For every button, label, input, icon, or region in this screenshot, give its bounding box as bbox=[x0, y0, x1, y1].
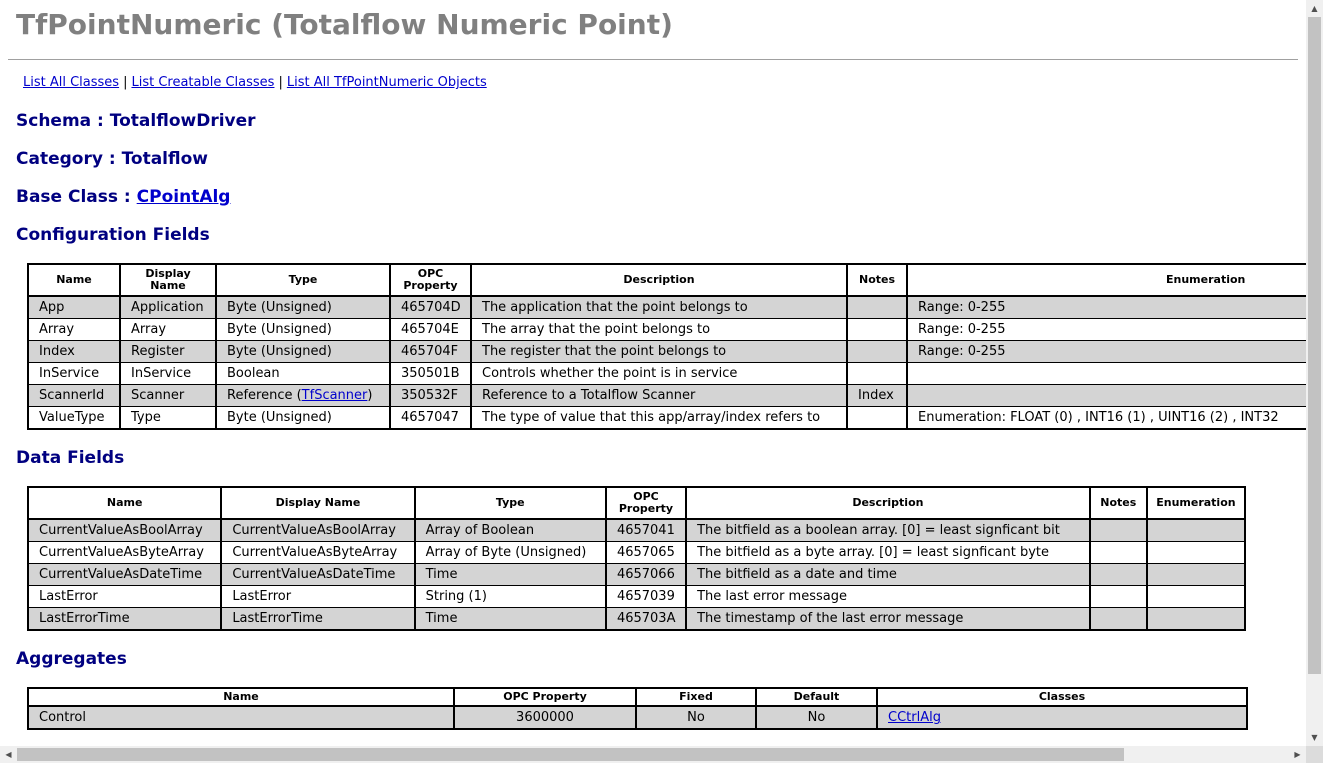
col-header-enumeration: Enumeration bbox=[907, 264, 1306, 296]
cell-opc-property: 465704E bbox=[390, 319, 471, 341]
col-header-notes: Notes bbox=[1090, 487, 1147, 519]
list-creatable-classes-link[interactable]: List Creatable Classes bbox=[131, 75, 275, 90]
cell-description: The bitfield as a byte array. [0] = least signficant byte bbox=[686, 542, 1090, 564]
cell-opc-property: 465704F bbox=[390, 341, 471, 363]
cell-display-name: Application bbox=[120, 296, 216, 319]
cell-display-name: Scanner bbox=[120, 385, 216, 407]
col-header-fixed: Fixed bbox=[636, 688, 756, 706]
scroll-left-arrow-icon[interactable]: ◀ bbox=[5, 750, 12, 759]
cell-type: Byte (Unsigned) bbox=[216, 319, 390, 341]
col-header-description: Description bbox=[471, 264, 847, 296]
cell-type: Time bbox=[415, 608, 606, 631]
cell-enumeration bbox=[1147, 586, 1245, 608]
cell-description: The timestamp of the last error message bbox=[686, 608, 1090, 631]
cell-enumeration bbox=[1147, 542, 1245, 564]
table-row bbox=[28, 363, 1306, 385]
cell-enumeration: Range: 0-255 bbox=[907, 319, 1306, 341]
col-header-type: Type bbox=[415, 487, 606, 519]
list-all-classes-link[interactable]: List All Classes bbox=[23, 75, 120, 90]
scrollbar-corner bbox=[1306, 746, 1323, 763]
cell-type: Array of Boolean bbox=[415, 519, 606, 542]
cell-enumeration bbox=[1147, 608, 1245, 631]
scroll-down-arrow-icon[interactable]: ▼ bbox=[1311, 733, 1318, 742]
cell-opc-property: 4657066 bbox=[606, 564, 686, 586]
cell-notes bbox=[1090, 519, 1147, 542]
table-row bbox=[28, 586, 1245, 608]
table-header-row bbox=[28, 264, 1306, 296]
cell-display-name: LastError bbox=[221, 586, 414, 608]
base-class-heading bbox=[16, 187, 230, 207]
base-class-link[interactable]: CPointAlg bbox=[136, 187, 231, 207]
configuration-fields-table bbox=[27, 263, 1306, 430]
nav-separator: | bbox=[278, 75, 283, 90]
cell-name: Index bbox=[28, 341, 120, 363]
cell-type bbox=[216, 385, 390, 407]
table-row bbox=[28, 564, 1245, 586]
cell-opc-property: 4657065 bbox=[606, 542, 686, 564]
cell-type: Boolean bbox=[216, 363, 390, 385]
cell-type: Byte (Unsigned) bbox=[216, 296, 390, 319]
configuration-fields-heading: Configuration Fields bbox=[16, 225, 210, 245]
cell-opc-property: 4657047 bbox=[390, 407, 471, 430]
col-header-opc-property: OPC Property bbox=[454, 688, 636, 706]
cell-enumeration bbox=[1147, 564, 1245, 586]
base-class-label: Base Class : bbox=[16, 187, 137, 207]
horizontal-scrollbar[interactable] bbox=[0, 746, 1306, 763]
cell-type: Byte (Unsigned) bbox=[216, 407, 390, 430]
cell-opc-property: 350532F bbox=[390, 385, 471, 407]
cell-display-name: Type bbox=[120, 407, 216, 430]
col-header-notes: Notes bbox=[847, 264, 907, 296]
table-row bbox=[28, 385, 1306, 407]
cell-opc-property: 465703A bbox=[606, 608, 686, 631]
cell-enumeration bbox=[1147, 519, 1245, 542]
title-divider bbox=[8, 59, 1298, 60]
cell-name: CurrentValueAsDateTime bbox=[28, 564, 221, 586]
cell-enumeration bbox=[907, 385, 1306, 407]
cell-display-name: Register bbox=[120, 341, 216, 363]
scroll-right-arrow-icon[interactable]: ▶ bbox=[1294, 750, 1301, 759]
category-value: Totalflow bbox=[121, 149, 208, 169]
cell-name: CurrentValueAsBoolArray bbox=[28, 519, 221, 542]
cell-enumeration: Enumeration: FLOAT (0) , INT16 (1) , UINT16 (2) , INT32 bbox=[907, 407, 1306, 430]
table-row bbox=[28, 341, 1306, 363]
col-header-display-name: Display Name bbox=[221, 487, 414, 519]
table-row bbox=[28, 519, 1245, 542]
page-title: TfPointNumeric (Totalflow Numeric Point) bbox=[16, 8, 673, 41]
cell-enumeration bbox=[907, 363, 1306, 385]
cell-name: Control bbox=[28, 706, 454, 729]
table-header-row bbox=[28, 487, 1245, 519]
cell-default: No bbox=[756, 706, 877, 729]
cctrlalg-link[interactable]: CCtrlAlg bbox=[888, 710, 941, 725]
cell-opc-property: 4657041 bbox=[606, 519, 686, 542]
table-row bbox=[28, 407, 1306, 430]
nav-separator: | bbox=[123, 75, 128, 90]
cell-notes bbox=[847, 341, 907, 363]
cell-notes bbox=[847, 363, 907, 385]
horizontal-scroll-thumb[interactable] bbox=[17, 748, 1124, 761]
nav-links bbox=[23, 75, 487, 90]
cell-name: ScannerId bbox=[28, 385, 120, 407]
col-header-name: Name bbox=[28, 264, 120, 296]
table-row bbox=[28, 706, 1247, 729]
cell-enumeration: Range: 0-255 bbox=[907, 296, 1306, 319]
table-row bbox=[28, 296, 1306, 319]
cell-type: String (1) bbox=[415, 586, 606, 608]
aggregates-table bbox=[27, 687, 1248, 730]
cell-description: The bitfield as a boolean array. [0] = least signficant bit bbox=[686, 519, 1090, 542]
col-header-enumeration: Enumeration bbox=[1147, 487, 1245, 519]
cell-type: Array of Byte (Unsigned) bbox=[415, 542, 606, 564]
cell-opc-property: 350501B bbox=[390, 363, 471, 385]
cell-type: Time bbox=[415, 564, 606, 586]
cell-name: ValueType bbox=[28, 407, 120, 430]
cell-opc-property: 3600000 bbox=[454, 706, 636, 729]
list-all-objects-link[interactable]: List All TfPointNumeric Objects bbox=[286, 75, 487, 90]
schema-heading bbox=[16, 111, 256, 131]
cell-name: Array bbox=[28, 319, 120, 341]
data-fields-heading: Data Fields bbox=[16, 448, 125, 468]
cell-notes bbox=[847, 319, 907, 341]
vertical-scroll-thumb[interactable] bbox=[1308, 17, 1321, 674]
data-fields-table bbox=[27, 486, 1246, 631]
cell-notes bbox=[1090, 542, 1147, 564]
cell-description: Controls whether the point is in service bbox=[471, 363, 847, 385]
type-prefix: Reference ( bbox=[227, 388, 302, 403]
cell-notes bbox=[847, 407, 907, 430]
table-header-row bbox=[28, 688, 1247, 706]
cell-fixed: No bbox=[636, 706, 756, 729]
cell-name: CurrentValueAsByteArray bbox=[28, 542, 221, 564]
table-row bbox=[28, 608, 1245, 631]
col-header-type: Type bbox=[216, 264, 390, 296]
cell-display-name: CurrentValueAsBoolArray bbox=[221, 519, 414, 542]
cell-display-name: LastErrorTime bbox=[221, 608, 414, 631]
cell-description: The bitfield as a date and time bbox=[686, 564, 1090, 586]
cell-description: The last error message bbox=[686, 586, 1090, 608]
cell-description: The application that the point belongs to bbox=[471, 296, 847, 319]
cell-notes bbox=[1090, 586, 1147, 608]
cell-description: Reference to a Totalflow Scanner bbox=[471, 385, 847, 407]
cell-name: LastError bbox=[28, 586, 221, 608]
col-header-opc-property: OPC Property bbox=[606, 487, 686, 519]
cell-display-name: InService bbox=[120, 363, 216, 385]
category-label: Category : bbox=[16, 149, 122, 169]
scroll-up-arrow-icon[interactable]: ▲ bbox=[1311, 4, 1318, 13]
col-header-name: Name bbox=[28, 688, 454, 706]
col-header-classes: Classes bbox=[877, 688, 1247, 706]
cell-display-name: CurrentValueAsDateTime bbox=[221, 564, 414, 586]
cell-display-name: Array bbox=[120, 319, 216, 341]
cell-description: The type of value that this app/array/index refers to bbox=[471, 407, 847, 430]
cell-enumeration: Range: 0-255 bbox=[907, 341, 1306, 363]
cell-notes bbox=[847, 296, 907, 319]
cell-classes bbox=[877, 706, 1247, 729]
cell-notes bbox=[1090, 564, 1147, 586]
cell-opc-property: 465704D bbox=[390, 296, 471, 319]
table-row bbox=[28, 542, 1245, 564]
type-suffix: ) bbox=[367, 388, 373, 403]
cell-name: App bbox=[28, 296, 120, 319]
schema-value: TotalflowDriver bbox=[109, 111, 256, 131]
cell-description: The array that the point belongs to bbox=[471, 319, 847, 341]
schema-label: Schema : bbox=[16, 111, 110, 131]
cell-name: InService bbox=[28, 363, 120, 385]
col-header-display-name: Display Name bbox=[120, 264, 216, 296]
cell-notes: Index bbox=[847, 385, 907, 407]
col-header-name: Name bbox=[28, 487, 221, 519]
table-row bbox=[28, 319, 1306, 341]
cell-display-name: CurrentValueAsByteArray bbox=[221, 542, 414, 564]
category-heading bbox=[16, 149, 208, 169]
aggregates-heading: Aggregates bbox=[16, 649, 127, 669]
vertical-scrollbar[interactable] bbox=[1306, 0, 1323, 746]
col-header-description: Description bbox=[686, 487, 1090, 519]
tfscanner-link[interactable]: TfScanner bbox=[301, 388, 368, 403]
cell-notes bbox=[1090, 608, 1147, 631]
cell-opc-property: 4657039 bbox=[606, 586, 686, 608]
cell-name: LastErrorTime bbox=[28, 608, 221, 631]
col-header-opc-property: OPC Property bbox=[390, 264, 471, 296]
col-header-default: Default bbox=[756, 688, 877, 706]
cell-type: Byte (Unsigned) bbox=[216, 341, 390, 363]
cell-description: The register that the point belongs to bbox=[471, 341, 847, 363]
